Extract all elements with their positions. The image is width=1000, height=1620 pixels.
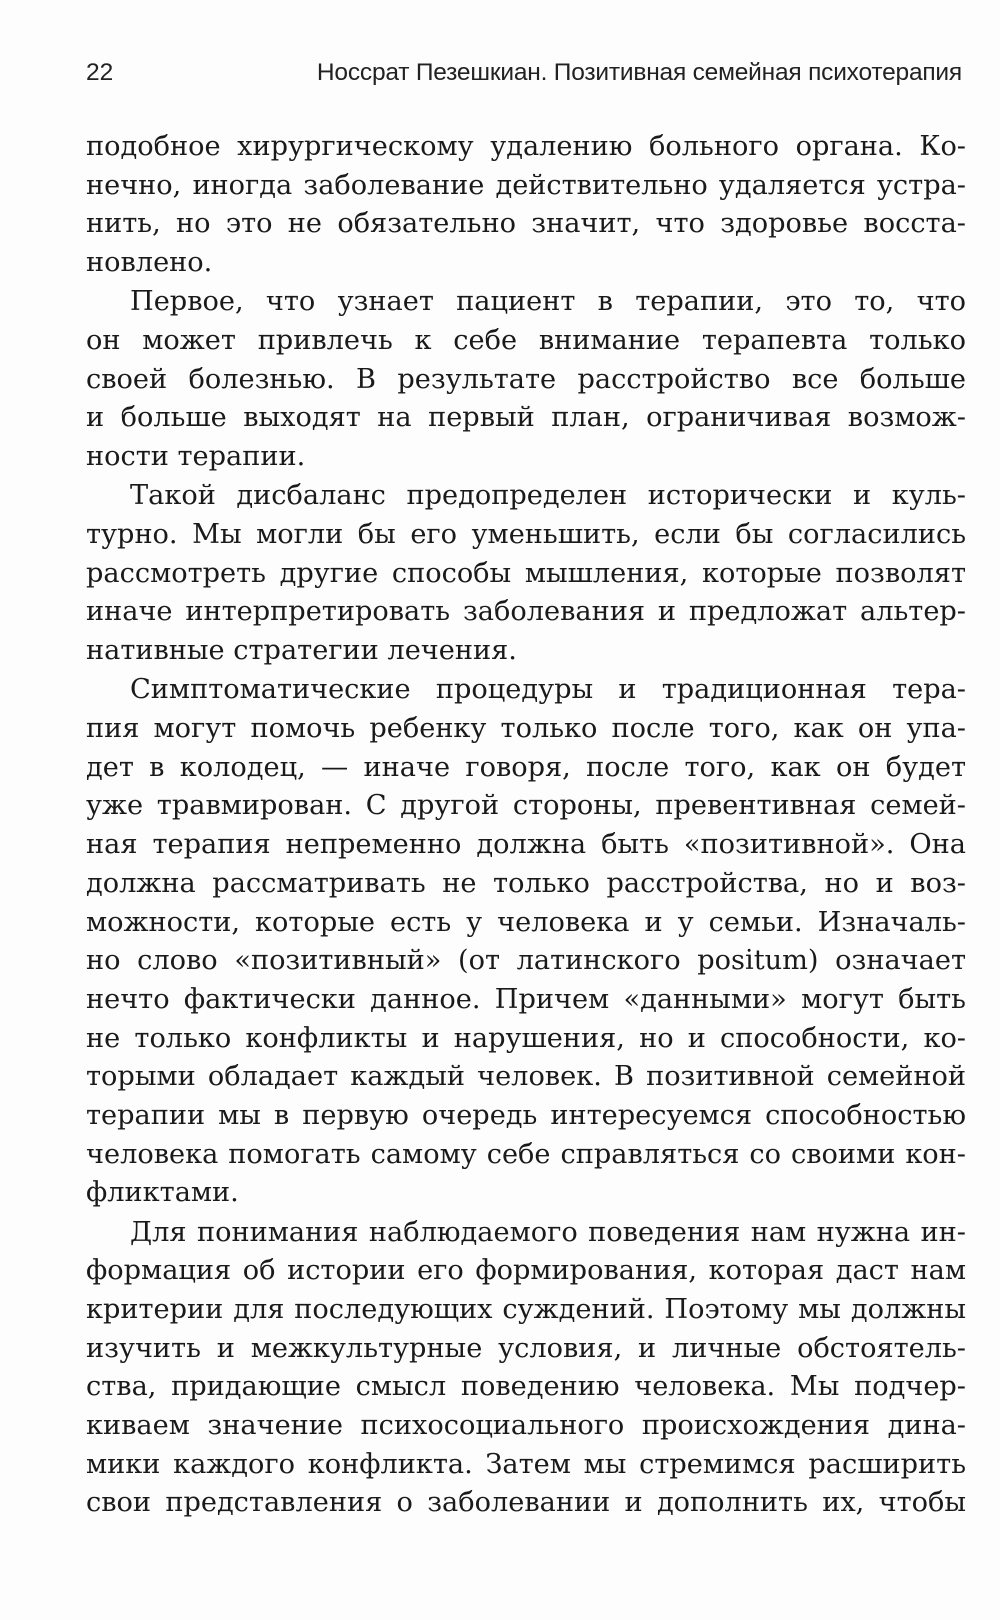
text-line: ства, придающие смысл поведению человека. Мы подчер-	[86, 1371, 966, 1403]
text-line: нечно, иногда заболевание действительно удаляется устра-	[86, 169, 966, 201]
text-line: нечто фактически данное. Причем «данными» могут быть	[86, 983, 966, 1015]
text-line: должна рассматривать не только расстройства, но и воз-	[86, 867, 966, 899]
text-line: ности терапии.	[86, 441, 306, 473]
paragraph	[86, 477, 966, 670]
text-line: Симптоматические процедуры и традиционная тера-	[130, 674, 966, 706]
text-line: фликтами.	[86, 1177, 239, 1209]
paragraph	[86, 128, 966, 283]
text-line: турно. Мы могли бы его уменьшить, если бы согласились	[86, 519, 966, 551]
paragraph	[86, 671, 966, 1213]
text-line: пия могут помочь ребенку только после того, как он упа-	[86, 713, 966, 745]
text-line: формация об истории его формирования, которая даст нам	[86, 1255, 966, 1287]
text-line: торыми обладает каждый человек. В позитивной семейной	[86, 1061, 966, 1093]
text-line: своей болезнью. В результате расстройство все больше	[86, 363, 966, 395]
text-line: уже травмирован. С другой стороны, превентивная семей-	[86, 790, 966, 822]
text-line: и больше выходят на первый план, ограничивая возмож-	[86, 402, 966, 434]
text-line: мики каждого конфликта. Затем мы стремимся расширить	[86, 1448, 966, 1480]
text-line: не только конфликты и нарушения, но и способности, ко-	[86, 1022, 966, 1054]
text-line: изучить и межкультурные условия, и личные обстоятель-	[86, 1332, 966, 1364]
running-head	[86, 56, 962, 90]
text-line: он может привлечь к себе внимание терапевта только	[86, 325, 966, 357]
text-line: Первое, что узнает пациент в терапии, это то, что	[130, 286, 966, 318]
paragraph	[86, 1214, 966, 1524]
text-line: Для понимания наблюдаемого поведения нам нужна ин-	[130, 1216, 966, 1248]
text-line: человека помогать самому себе справляться со своими кон-	[86, 1138, 966, 1170]
paragraph	[86, 283, 966, 476]
running-title: Носсрат Пезешкиан. Позитивная семейная психотерапия	[316, 59, 962, 86]
text-line: ная терапия непременно должна быть «позитивной». Она	[86, 829, 966, 861]
text-line: иначе интерпретировать заболевания и предложат альтер-	[86, 596, 966, 628]
text-line: рассмотреть другие способы мышления, которые позволят	[86, 557, 966, 589]
text-line: нативные стратегии лечения.	[86, 635, 517, 667]
text-line: можности, которые есть у человека и у семьи. Изначаль-	[86, 906, 966, 938]
text-line: нить, но это не обязательно значит, что здоровье восста-	[86, 208, 966, 240]
text-line: критерии для последующих суждений. Поэтому мы должны	[86, 1294, 966, 1325]
text-line: дет в колодец, — иначе говоря, после того, как он будет	[86, 751, 966, 783]
text-line: киваем значение психосоциального происхождения дина-	[86, 1410, 966, 1442]
text-line: подобное хирургическому удалению больного органа. Ко-	[86, 131, 966, 162]
text-line: свои представления о заболевании и дополнить их, чтобы	[86, 1487, 966, 1519]
text-line: терапии мы в первую очередь интересуемся способностью	[86, 1099, 966, 1131]
body-text	[86, 128, 966, 1524]
text-line: Такой дисбаланс предопределен исторически и куль-	[130, 480, 966, 512]
page-number: 22	[86, 59, 114, 86]
text-line: новлено.	[86, 247, 213, 279]
text-line: но слово «позитивный» (от латинского positum) означает	[86, 945, 966, 977]
